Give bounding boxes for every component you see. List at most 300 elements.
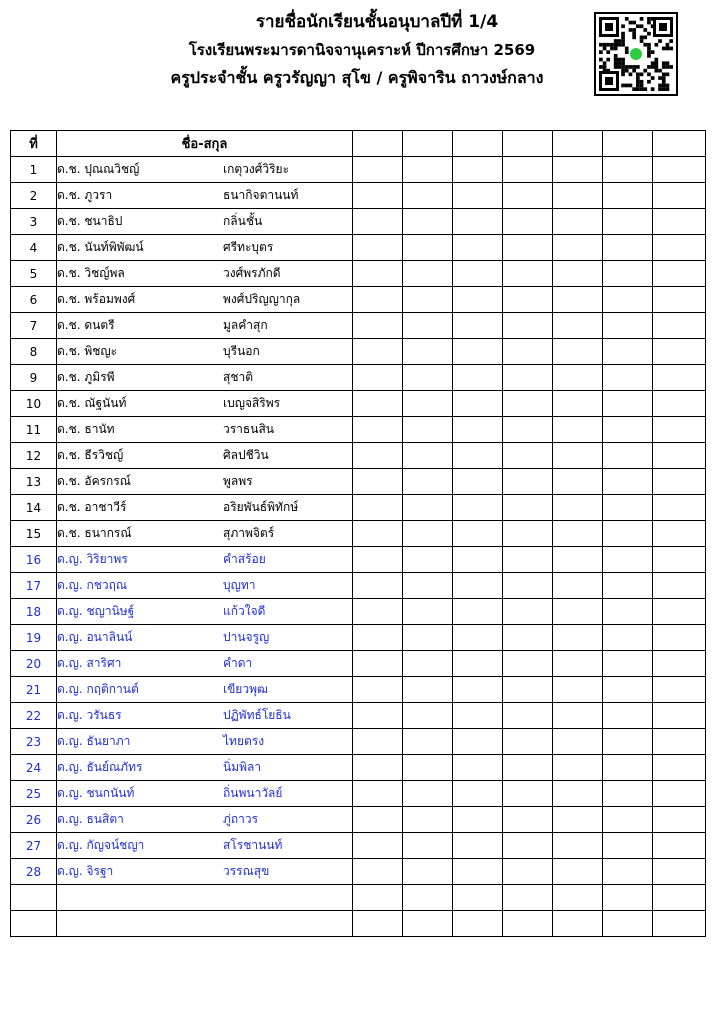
blank-check-cell bbox=[403, 885, 453, 911]
blank-check-cell bbox=[503, 469, 553, 495]
blank-check-cell bbox=[503, 807, 553, 833]
blank-check-cell bbox=[603, 703, 653, 729]
student-number: 13 bbox=[11, 469, 57, 495]
table-row bbox=[11, 729, 706, 755]
student-name-cell bbox=[57, 417, 353, 443]
table-header-row bbox=[11, 131, 706, 157]
student-name-cell bbox=[57, 729, 353, 755]
blank-check-cell bbox=[503, 781, 553, 807]
student-last-name: พงศ์ปริญญากุล bbox=[223, 292, 301, 306]
blank-check-cell bbox=[653, 495, 706, 521]
student-first-name: ด.ญ. ชนกนันท์ bbox=[57, 786, 135, 800]
blank-check-cell bbox=[603, 443, 653, 469]
blank-check-cell bbox=[353, 677, 403, 703]
table-row bbox=[11, 859, 706, 885]
student-name-cell bbox=[57, 469, 353, 495]
blank-check-cell bbox=[403, 729, 453, 755]
student-last-name: กลิ่นชั้น bbox=[223, 214, 263, 228]
student-first-name: ด.ช. วิชญ์พล bbox=[57, 266, 125, 280]
blank-check-cell bbox=[553, 911, 603, 937]
blank-check-cell bbox=[453, 183, 503, 209]
table-row bbox=[11, 885, 706, 911]
blank-check-cell bbox=[503, 443, 553, 469]
table-row bbox=[11, 287, 706, 313]
blank-check-cell bbox=[403, 365, 453, 391]
student-first-name: ด.ญ. กัญจน์ชญา bbox=[57, 838, 145, 852]
blank-check-cell bbox=[653, 807, 706, 833]
blank-check-cell bbox=[653, 235, 706, 261]
blank-check-cell bbox=[553, 443, 603, 469]
blank-check-cell bbox=[353, 755, 403, 781]
blank-check-cell bbox=[503, 339, 553, 365]
table-row bbox=[11, 911, 706, 937]
qr-code-graphic bbox=[596, 14, 676, 94]
student-last-name: ถิ่นพนาวัลย์ bbox=[223, 786, 283, 800]
blank-check-cell bbox=[403, 235, 453, 261]
blank-check-cell bbox=[653, 313, 706, 339]
blank-check-cell bbox=[353, 807, 403, 833]
student-last-name: วงศ์พรภักดี bbox=[223, 266, 281, 280]
blank-check-cell bbox=[453, 313, 503, 339]
blank-check-cell bbox=[603, 859, 653, 885]
table-row bbox=[11, 235, 706, 261]
student-number: 11 bbox=[11, 417, 57, 443]
student-number: 24 bbox=[11, 755, 57, 781]
student-last-name: ภู่ถาวร bbox=[223, 812, 259, 826]
blank-check-cell bbox=[403, 703, 453, 729]
blank-check-cell bbox=[553, 391, 603, 417]
student-last-name: คำดา bbox=[223, 656, 253, 670]
table-row bbox=[11, 651, 706, 677]
student-name-cell bbox=[57, 261, 353, 287]
blank-check-cell bbox=[353, 547, 403, 573]
student-last-name: ศิลปชีวิน bbox=[223, 448, 269, 462]
blank-check-cell bbox=[503, 885, 553, 911]
blank-check-cell bbox=[653, 209, 706, 235]
blank-check-cell bbox=[603, 365, 653, 391]
student-number: 2 bbox=[11, 183, 57, 209]
blank-check-cell bbox=[503, 859, 553, 885]
student-number: 23 bbox=[11, 729, 57, 755]
student-name-cell bbox=[57, 911, 353, 937]
blank-check-cell bbox=[653, 417, 706, 443]
blank-check-cell bbox=[603, 677, 653, 703]
table-row bbox=[11, 833, 706, 859]
blank-check-cell bbox=[353, 729, 403, 755]
table-row bbox=[11, 677, 706, 703]
blank-check-cell bbox=[353, 833, 403, 859]
blank-check-cell bbox=[653, 365, 706, 391]
student-number: 10 bbox=[11, 391, 57, 417]
table-row bbox=[11, 365, 706, 391]
blank-check-cell bbox=[403, 833, 453, 859]
blank-check-cell bbox=[453, 209, 503, 235]
student-name-cell bbox=[57, 443, 353, 469]
student-roster-table bbox=[10, 130, 706, 937]
student-name-cell bbox=[57, 703, 353, 729]
blank-check-cell bbox=[553, 417, 603, 443]
student-first-name: ด.ช. ดนตรี bbox=[57, 318, 115, 332]
roster-title: รายชื่อนักเรียนชั้นอนุบาลปีที่ 1/4 bbox=[255, 12, 499, 32]
student-number: 15 bbox=[11, 521, 57, 547]
blank-check-cell bbox=[603, 261, 653, 287]
blank-check-cell bbox=[453, 885, 503, 911]
blank-check-cell bbox=[453, 755, 503, 781]
student-first-name: ด.ช. ณัฐนันท์ bbox=[57, 396, 127, 410]
blank-check-cell bbox=[353, 625, 403, 651]
student-first-name: ด.ช. อัครกรณ์ bbox=[57, 474, 131, 488]
student-first-name: ด.ช. อาชาวีร์ bbox=[57, 500, 127, 514]
blank-check-cell bbox=[453, 521, 503, 547]
blank-check-cell bbox=[653, 599, 706, 625]
blank-check-cell bbox=[353, 287, 403, 313]
table-row bbox=[11, 339, 706, 365]
student-last-name: เขียวพุฒ bbox=[223, 682, 268, 696]
table-row bbox=[11, 547, 706, 573]
blank-check-cell bbox=[553, 833, 603, 859]
blank-check-cell bbox=[503, 521, 553, 547]
student-number bbox=[11, 911, 57, 937]
student-name-cell bbox=[57, 755, 353, 781]
blank-check-cell bbox=[653, 625, 706, 651]
table-row bbox=[11, 157, 706, 183]
blank-check-cell bbox=[553, 261, 603, 287]
blank-check-cell bbox=[403, 339, 453, 365]
blank-check-cell bbox=[603, 807, 653, 833]
blank-check-cell bbox=[553, 547, 603, 573]
blank-check-cell bbox=[353, 911, 403, 937]
student-last-name: บุญทา bbox=[223, 578, 256, 592]
blank-check-cell bbox=[453, 807, 503, 833]
blank-check-cell bbox=[403, 859, 453, 885]
blank-check-cell bbox=[553, 755, 603, 781]
blank-check-cell bbox=[403, 495, 453, 521]
student-first-name: ด.ช. ปุณณวิชญ์ bbox=[57, 162, 140, 176]
blank-check-cell bbox=[603, 885, 653, 911]
blank-check-cell bbox=[653, 443, 706, 469]
student-number: 28 bbox=[11, 859, 57, 885]
student-name-cell bbox=[57, 235, 353, 261]
student-name-cell bbox=[57, 599, 353, 625]
student-number: 5 bbox=[11, 261, 57, 287]
student-first-name: ด.ช. ธานัท bbox=[57, 422, 115, 436]
blank-check-cell bbox=[503, 495, 553, 521]
student-last-name: อริยพันธ์พิทักษ์ bbox=[223, 500, 299, 514]
blank-check-cell bbox=[603, 183, 653, 209]
blank-check-cell bbox=[553, 495, 603, 521]
student-last-name: แก้วใจดี bbox=[223, 604, 266, 618]
blank-check-cell bbox=[453, 443, 503, 469]
blank-check-cell bbox=[453, 157, 503, 183]
blank-check-cell bbox=[503, 261, 553, 287]
student-name-cell bbox=[57, 521, 353, 547]
blank-check-cell bbox=[453, 235, 503, 261]
student-name-cell bbox=[57, 807, 353, 833]
school-year-line: โรงเรียนพระมารดานิจจานุเคราะห์ ปีการศึกษา 2569 bbox=[188, 41, 536, 59]
blank-check-cell bbox=[453, 365, 503, 391]
blank-check-cell bbox=[653, 261, 706, 287]
blank-check-cell bbox=[353, 339, 403, 365]
student-first-name: ด.ญ. อนาลินน์ bbox=[57, 630, 133, 644]
blank-check-cell bbox=[453, 651, 503, 677]
blank-check-cell bbox=[653, 677, 706, 703]
student-number: 27 bbox=[11, 833, 57, 859]
blank-check-cell bbox=[403, 677, 453, 703]
table-row bbox=[11, 599, 706, 625]
blank-check-cell bbox=[403, 573, 453, 599]
blank-check-cell bbox=[353, 365, 403, 391]
student-number: 20 bbox=[11, 651, 57, 677]
table-row bbox=[11, 443, 706, 469]
table-row bbox=[11, 573, 706, 599]
blank-check-cell bbox=[653, 911, 706, 937]
student-name-cell bbox=[57, 339, 353, 365]
blank-check-cell bbox=[403, 911, 453, 937]
blank-check-cell bbox=[603, 209, 653, 235]
blank-check-cell bbox=[453, 781, 503, 807]
student-name-cell bbox=[57, 183, 353, 209]
blank-check-cell bbox=[553, 781, 603, 807]
student-first-name: ด.ช. ภูวรา bbox=[57, 188, 113, 202]
blank-check-cell bbox=[603, 547, 653, 573]
blank-check-cell bbox=[353, 391, 403, 417]
student-first-name: ด.ช. ภูมิรพี bbox=[57, 370, 115, 384]
blank-check-cell bbox=[653, 183, 706, 209]
blank-check-cell bbox=[353, 235, 403, 261]
blank-check-cell bbox=[353, 183, 403, 209]
blank-check-cell bbox=[503, 755, 553, 781]
blank-check-cell bbox=[403, 443, 453, 469]
blank-check-cell bbox=[603, 781, 653, 807]
blank-check-cell bbox=[453, 287, 503, 313]
table-row bbox=[11, 469, 706, 495]
blank-check-cell bbox=[603, 495, 653, 521]
blank-check-cell bbox=[353, 599, 403, 625]
blank-check-cell bbox=[553, 885, 603, 911]
table-row bbox=[11, 313, 706, 339]
student-first-name: ด.ญ. กฤติกานต์ bbox=[57, 682, 139, 696]
blank-check-column-header bbox=[603, 131, 653, 157]
student-last-name: เบญจสิริพร bbox=[223, 396, 281, 410]
blank-check-cell bbox=[603, 833, 653, 859]
blank-check-cell bbox=[353, 209, 403, 235]
blank-check-cell bbox=[353, 495, 403, 521]
blank-check-cell bbox=[503, 703, 553, 729]
student-name-cell bbox=[57, 495, 353, 521]
student-name-cell bbox=[57, 781, 353, 807]
student-last-name: ปฏิพัทธ์โยธิน bbox=[223, 708, 291, 722]
blank-check-cell bbox=[503, 183, 553, 209]
blank-check-cell bbox=[503, 157, 553, 183]
blank-check-cell bbox=[353, 573, 403, 599]
blank-check-cell bbox=[653, 755, 706, 781]
blank-check-cell bbox=[603, 651, 653, 677]
student-name-cell bbox=[57, 391, 353, 417]
blank-check-cell bbox=[553, 313, 603, 339]
blank-check-cell bbox=[453, 339, 503, 365]
student-first-name: ด.ญ. ธนสิตา bbox=[57, 812, 124, 826]
student-first-name: ด.ญ. ชญานิษฐ์ bbox=[57, 604, 135, 618]
blank-check-cell bbox=[353, 417, 403, 443]
blank-check-cell bbox=[503, 365, 553, 391]
table-row bbox=[11, 703, 706, 729]
blank-check-cell bbox=[403, 287, 453, 313]
blank-check-cell bbox=[353, 859, 403, 885]
blank-check-cell bbox=[603, 521, 653, 547]
student-first-name: ด.ช. พิชญะ bbox=[57, 344, 118, 358]
blank-check-cell bbox=[653, 339, 706, 365]
student-number bbox=[11, 885, 57, 911]
student-last-name: คำสร้อย bbox=[223, 552, 266, 566]
blank-check-cell bbox=[503, 417, 553, 443]
table-row bbox=[11, 209, 706, 235]
blank-check-cell bbox=[553, 183, 603, 209]
student-number: 19 bbox=[11, 625, 57, 651]
blank-check-cell bbox=[453, 469, 503, 495]
blank-check-cell bbox=[653, 885, 706, 911]
blank-check-cell bbox=[653, 547, 706, 573]
student-name-cell bbox=[57, 365, 353, 391]
student-number: 3 bbox=[11, 209, 57, 235]
blank-check-cell bbox=[353, 261, 403, 287]
blank-check-cell bbox=[503, 677, 553, 703]
student-name-cell bbox=[57, 833, 353, 859]
student-name-cell bbox=[57, 573, 353, 599]
blank-check-column-header bbox=[453, 131, 503, 157]
blank-check-cell bbox=[653, 859, 706, 885]
student-name-cell bbox=[57, 885, 353, 911]
blank-check-cell bbox=[453, 703, 503, 729]
student-number: 16 bbox=[11, 547, 57, 573]
blank-check-cell bbox=[553, 625, 603, 651]
blank-check-cell bbox=[503, 209, 553, 235]
homeroom-teachers-line: ครูประจำชั้น ครูวรัญญา สุโข / ครูพิจาริน ถาวงษ์กลาง bbox=[170, 68, 544, 87]
blank-check-cell bbox=[653, 651, 706, 677]
blank-check-cell bbox=[453, 911, 503, 937]
blank-check-cell bbox=[553, 703, 603, 729]
blank-check-cell bbox=[403, 469, 453, 495]
table-row bbox=[11, 495, 706, 521]
student-number: 22 bbox=[11, 703, 57, 729]
blank-check-cell bbox=[453, 261, 503, 287]
blank-check-cell bbox=[503, 625, 553, 651]
blank-check-column-header bbox=[553, 131, 603, 157]
table-row bbox=[11, 417, 706, 443]
blank-check-cell bbox=[453, 391, 503, 417]
blank-check-cell bbox=[503, 235, 553, 261]
student-first-name: ด.ญ. ธันย์ณภัทร bbox=[57, 760, 143, 774]
qr-code-icon bbox=[594, 12, 678, 96]
blank-check-cell bbox=[403, 183, 453, 209]
blank-check-cell bbox=[403, 157, 453, 183]
blank-check-cell bbox=[403, 599, 453, 625]
blank-check-cell bbox=[503, 573, 553, 599]
student-name-cell bbox=[57, 625, 353, 651]
student-last-name: สุชาติ bbox=[223, 370, 253, 384]
blank-check-cell bbox=[403, 651, 453, 677]
student-number: 8 bbox=[11, 339, 57, 365]
blank-check-cell bbox=[503, 391, 553, 417]
blank-check-cell bbox=[603, 391, 653, 417]
blank-check-column-header bbox=[353, 131, 403, 157]
blank-check-cell bbox=[453, 859, 503, 885]
blank-check-cell bbox=[653, 521, 706, 547]
table-row bbox=[11, 755, 706, 781]
blank-check-cell bbox=[653, 573, 706, 599]
blank-check-column-header bbox=[503, 131, 553, 157]
blank-check-cell bbox=[353, 443, 403, 469]
blank-check-cell bbox=[353, 157, 403, 183]
blank-check-cell bbox=[553, 729, 603, 755]
blank-check-cell bbox=[453, 599, 503, 625]
blank-check-cell bbox=[603, 729, 653, 755]
student-first-name: ด.ญ. ธันยาภา bbox=[57, 734, 131, 748]
blank-check-cell bbox=[553, 573, 603, 599]
student-last-name: วรรณสุข bbox=[223, 864, 270, 878]
student-last-name: มูลคำสุก bbox=[223, 318, 268, 332]
blank-check-cell bbox=[453, 547, 503, 573]
blank-check-cell bbox=[503, 547, 553, 573]
blank-check-cell bbox=[553, 521, 603, 547]
blank-check-cell bbox=[403, 261, 453, 287]
blank-check-cell bbox=[403, 391, 453, 417]
blank-check-column-header bbox=[403, 131, 453, 157]
student-number: 9 bbox=[11, 365, 57, 391]
blank-check-cell bbox=[553, 677, 603, 703]
blank-check-cell bbox=[603, 157, 653, 183]
blank-check-cell bbox=[453, 677, 503, 703]
blank-check-column-header bbox=[653, 131, 706, 157]
student-last-name: สโรชานนท์ bbox=[223, 838, 283, 852]
student-number: 25 bbox=[11, 781, 57, 807]
student-name-cell bbox=[57, 677, 353, 703]
blank-check-cell bbox=[453, 625, 503, 651]
student-number: 6 bbox=[11, 287, 57, 313]
blank-check-cell bbox=[653, 703, 706, 729]
student-first-name: ด.ช. ชนาธิป bbox=[57, 214, 123, 228]
blank-check-cell bbox=[453, 833, 503, 859]
blank-check-cell bbox=[653, 157, 706, 183]
blank-check-cell bbox=[353, 469, 403, 495]
student-first-name: ด.ญ. วิริยาพร bbox=[57, 552, 128, 566]
blank-check-cell bbox=[553, 339, 603, 365]
blank-check-cell bbox=[653, 391, 706, 417]
student-number: 4 bbox=[11, 235, 57, 261]
blank-check-cell bbox=[353, 313, 403, 339]
table-row bbox=[11, 183, 706, 209]
blank-check-cell bbox=[603, 235, 653, 261]
blank-check-cell bbox=[403, 313, 453, 339]
student-last-name: ศรีทะบุตร bbox=[223, 240, 274, 254]
table-row bbox=[11, 807, 706, 833]
blank-check-cell bbox=[603, 625, 653, 651]
student-name-cell bbox=[57, 547, 353, 573]
blank-check-cell bbox=[403, 547, 453, 573]
student-name-cell bbox=[57, 287, 353, 313]
student-number: 18 bbox=[11, 599, 57, 625]
blank-check-cell bbox=[503, 833, 553, 859]
blank-check-cell bbox=[553, 209, 603, 235]
student-number: 21 bbox=[11, 677, 57, 703]
student-first-name: ด.ช. ธีรวิชญ์ bbox=[57, 448, 124, 462]
student-number: 14 bbox=[11, 495, 57, 521]
table-row bbox=[11, 391, 706, 417]
student-name-cell bbox=[57, 157, 353, 183]
blank-check-cell bbox=[553, 651, 603, 677]
blank-check-cell bbox=[653, 833, 706, 859]
blank-check-cell bbox=[603, 599, 653, 625]
student-name-cell bbox=[57, 209, 353, 235]
